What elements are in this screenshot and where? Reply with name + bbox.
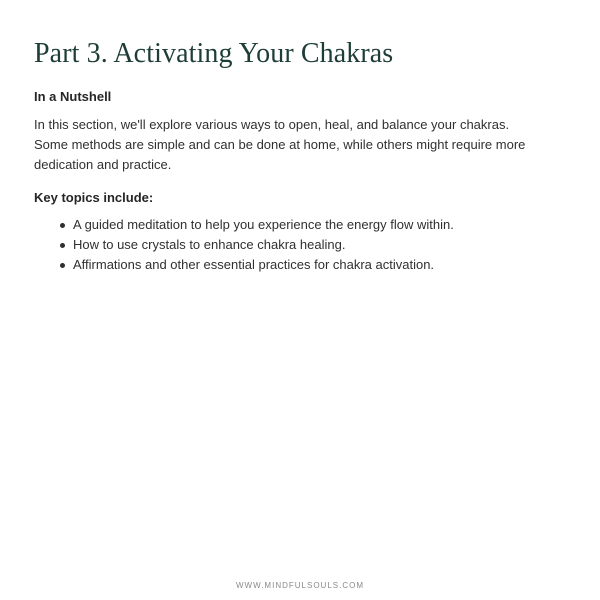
bullet-icon (60, 263, 65, 268)
page-content (34, 38, 566, 275)
list-item-text: Affirmations and other essential practices for chakra activation. (73, 257, 435, 272)
list-item-text: A guided meditation to help you experience the energy flow within. (73, 217, 454, 232)
topics-list (34, 215, 566, 275)
list-item (58, 215, 566, 235)
section-heading: In a Nutshell (34, 89, 112, 104)
list-item-text: How to use crystals to enhance chakra healing. (73, 237, 346, 252)
bullet-icon (60, 223, 65, 228)
topics-heading: Key topics include: (34, 190, 154, 205)
intro-paragraph: In this section, we'll explore various ways to open, heal, and balance your chakras. Some methods are simple and can be done at home, while others might require more dedication and practice. (34, 117, 526, 172)
footer-site-url: WWW.MINDFULSOULS.COM (236, 581, 364, 590)
list-item (58, 235, 566, 255)
list-item (58, 255, 566, 275)
bullet-icon (60, 243, 65, 248)
page-title: Part 3. Activating Your Chakras (34, 38, 394, 69)
